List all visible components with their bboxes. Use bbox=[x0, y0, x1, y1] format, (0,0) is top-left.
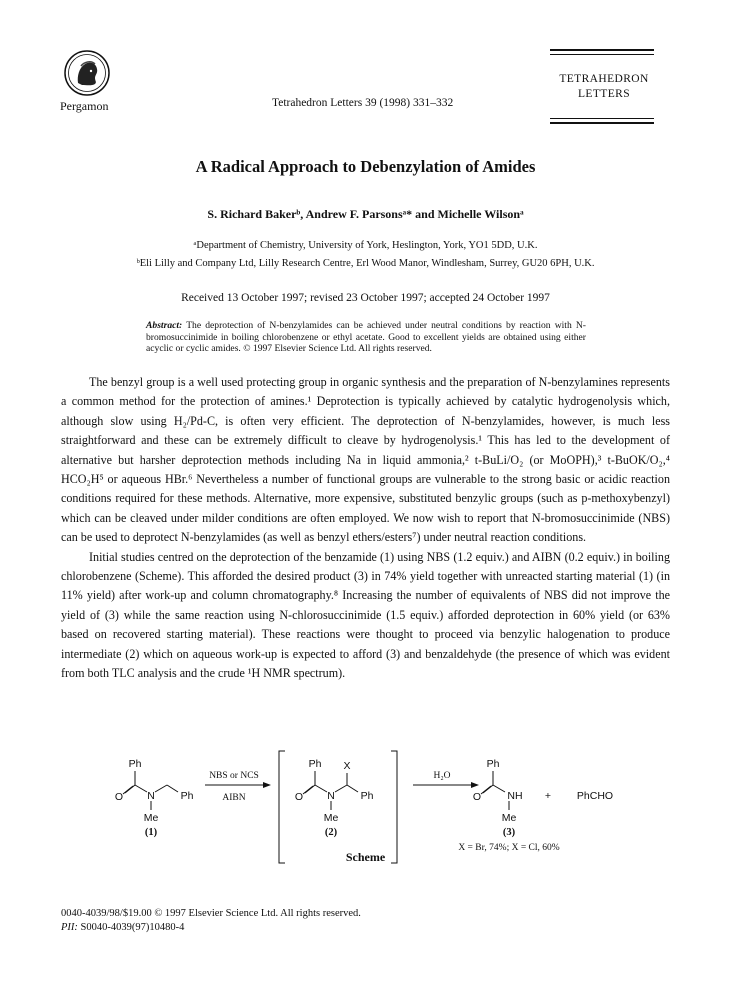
footer bbox=[61, 907, 361, 935]
scheme-1-n: N bbox=[147, 790, 155, 802]
scheme-label-2: (2) bbox=[324, 827, 338, 838]
body-text bbox=[61, 373, 670, 684]
header-rule-bottom bbox=[550, 122, 654, 124]
scheme-2-x: X bbox=[343, 760, 351, 772]
journal-name-line2: LETTERS bbox=[578, 88, 630, 100]
footer-pii-value: S0040-4039(97)10480-4 bbox=[77, 922, 185, 933]
journal-name-line1: TETRAHEDRON bbox=[559, 73, 649, 85]
scheme-label-3: (3) bbox=[502, 827, 516, 838]
scheme-title: Scheme bbox=[345, 850, 386, 864]
scheme-1-me: Me bbox=[143, 812, 159, 824]
scheme-1-o: O bbox=[114, 791, 124, 803]
body-paragraph-2: Initial studies centred on the deprotection of the benzamide (1) using NBS (1.2 equiv.) and AIBN (0.2 equiv.) in boiling chlorobenzene (Scheme). This afforded the desired product (3) in 74% yield together with unreacted starting material (1) (in 11% yield) after work-up and column chromatography.⁸ Increasing the number of equivalents of NBS did not improve the yield of (3) while the same reaction using N-chlorosuccinimide (1.5 equiv.) afforded deprotection in 60% yield (or 63% based on recovered starting material). These reactions were thought to proceed via benzylic halogenation to produce intermediate (2) which on aqueous work-up is expected to afford (3) and benzaldehyde (the presence of which was evident from both TLC analysis and the crude ¹H NMR spectrum). bbox=[61, 549, 670, 681]
header-rule-top-thin bbox=[550, 54, 654, 55]
journal-citation: Tetrahedron Letters 39 (1998) 331–332 bbox=[272, 97, 454, 109]
abstract bbox=[146, 320, 586, 355]
header-rule-bottom-thin bbox=[550, 118, 654, 119]
scheme-label-1: (1) bbox=[144, 827, 158, 838]
body-paragraph-1: The benzyl group is a well used protecting group in organic synthesis and the preparation of N-benzylamines represents a common method for the protection of amines.¹ Deprotection is typically achieved by catalytic hydrogenolysis which, although slow using H₂/Pd-C, is often very efficient. The deprotection of N-benzylamides, however, is much less straightforward and these can be extremely difficult to cleave by hydrogenolysis.¹ This has led to the development of alternative but harsher deprotection methods including Na in liquid ammonia,² t-BuLi/O₂ (or MoOPH),³ t-BuOK/O₂,⁴ HCO₂H⁵ or aqueous HBr.⁶ Nevertheless a number of functional groups are vulnerable to the strong basic or acidic reaction conditions required for these methods. Alternative, more expensive, substituted benzylic groups (such as p-methoxybenzyl) which can be cleaved under milder conditions are often employed. We now wish to report that N-bromosuccinimide (NBS) can be used to deprotect N-benzylamides (as well as benzyl ethers/esters⁷) under neutral reaction conditions. bbox=[61, 375, 670, 545]
footer-copyright: 0040-4039/98/$19.00 © 1997 Elsevier Science Ltd. All rights reserved. bbox=[61, 908, 361, 919]
scheme-byproduct: PhCHO bbox=[576, 790, 614, 802]
publisher-name: Pergamon bbox=[60, 99, 109, 113]
received-dates: Received 13 October 1997; revised 23 October 1997; accepted 24 October 1997 bbox=[181, 292, 550, 304]
scheme-reagent-top: NBS or NCS bbox=[209, 771, 259, 781]
affiliation-b: ᵇEli Lilly and Company Ltd, Lilly Research Centre, Erl Wood Manor, Windlesham, Surrey, GU20 6PH, U.K. bbox=[136, 258, 595, 269]
scheme-2-n: N bbox=[327, 790, 335, 802]
scheme-2-ph2: Ph bbox=[360, 790, 374, 802]
abstract-text: The deprotection of N-benzylamides can be achieved under neutral conditions by reaction with N-bromosuccinimide in boiling chlorobenzene or ethyl acetate. Good to excellent yields are obtained using either acyclic or cyclic amides. © 1997 Elsevier Science Ltd. All rights reserved. bbox=[146, 320, 586, 354]
publisher-logo bbox=[64, 50, 110, 96]
scheme-water: H₂O bbox=[433, 771, 451, 781]
scheme-plus: + bbox=[544, 790, 552, 802]
header-rule-top bbox=[550, 49, 654, 51]
scheme-yields: X = Br, 74%; X = Cl, 60% bbox=[458, 843, 560, 853]
scheme-3-ph: Ph bbox=[486, 758, 500, 770]
scheme-reagent-bottom: AIBN bbox=[222, 793, 246, 803]
scheme-3-o: O bbox=[472, 791, 482, 803]
affiliation-a: ᵃDepartment of Chemistry, University of York, Heslington, York, YO1 5DD, U.K. bbox=[193, 240, 538, 251]
footer-pii-label: PII: bbox=[61, 922, 78, 933]
scheme-2-me: Me bbox=[323, 812, 339, 824]
scheme-1-ph2: Ph bbox=[180, 790, 194, 802]
journal-name bbox=[552, 72, 656, 102]
author-list: S. Richard Bakerᵇ, Andrew F. Parsonsᵃ* and Michelle Wilsonᵃ bbox=[207, 207, 524, 221]
abstract-label: Abstract: bbox=[146, 320, 183, 331]
scheme-2-ph: Ph bbox=[308, 758, 322, 770]
article-title: A Radical Approach to Debenzylation of Amides bbox=[195, 157, 536, 176]
scheme-3-me: Me bbox=[501, 812, 517, 824]
scheme-2-o: O bbox=[294, 791, 304, 803]
footer-pii bbox=[61, 921, 361, 935]
scheme-1-ph: Ph bbox=[128, 758, 142, 770]
scheme-3-nh: NH bbox=[507, 790, 523, 802]
